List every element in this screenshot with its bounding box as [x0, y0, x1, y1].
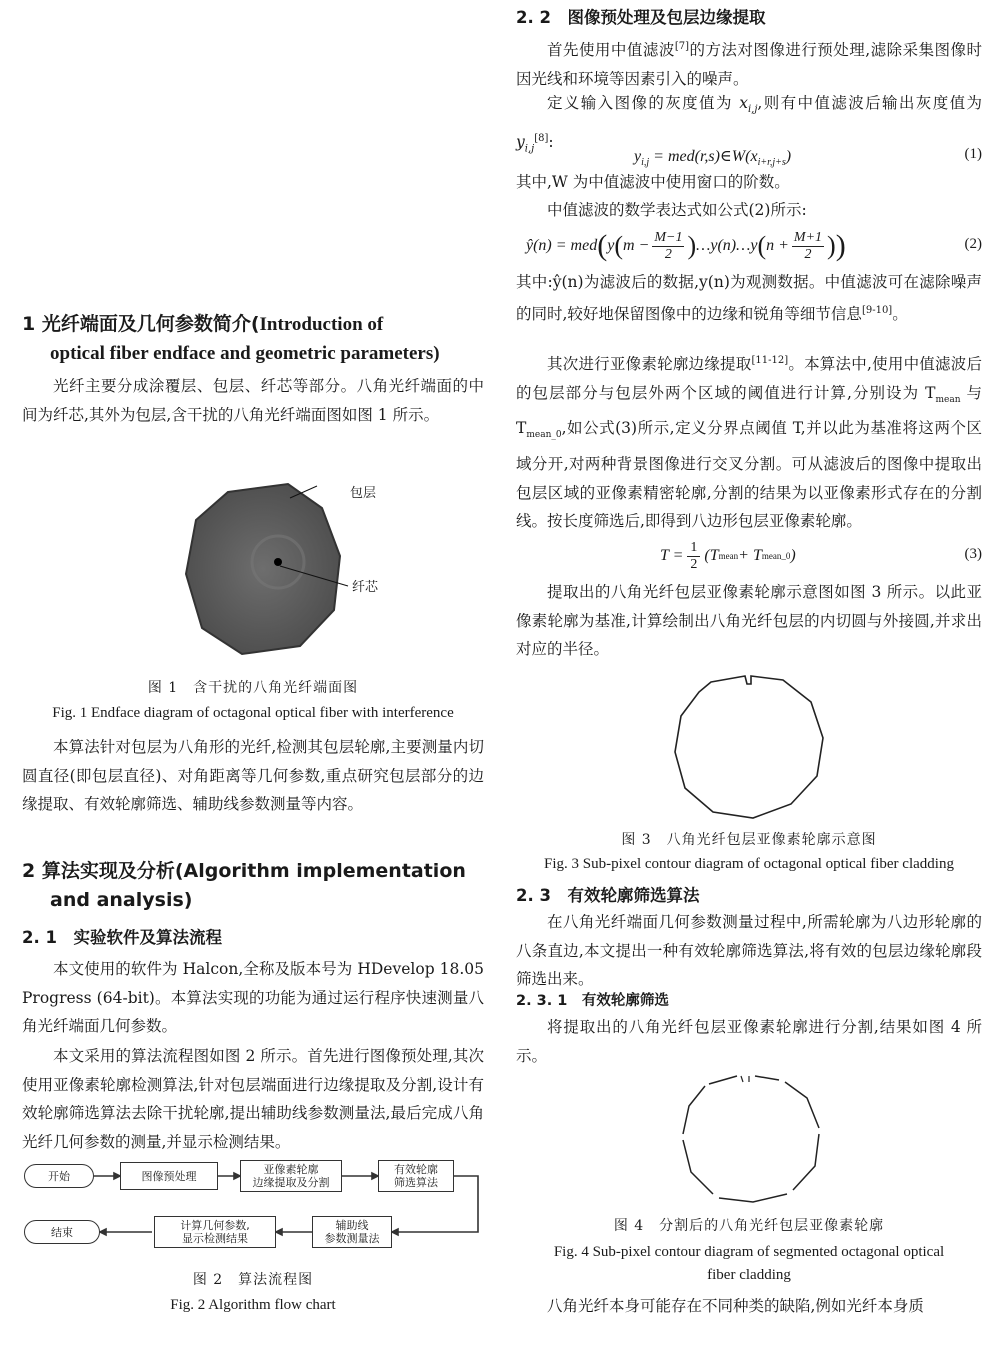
eq-sub: mean: [718, 551, 739, 561]
paragraph: [516, 268, 982, 328]
flow-step-filter: [378, 1160, 454, 1192]
eq-sub: i,j: [641, 157, 650, 169]
eq-sub: i+r,j+s: [757, 157, 786, 169]
eq-text: + T: [738, 547, 762, 564]
eq-text: ): [790, 547, 796, 564]
flow-step-auxline: [312, 1216, 392, 1248]
equation-2-body: [526, 226, 846, 266]
section-2-2-title: 2. 2 图像预处理及包层边缘提取: [516, 8, 766, 27]
eq-text: T =: [660, 547, 684, 564]
flow-step-subpixel-line2: 边缘提取及分割: [252, 1176, 330, 1189]
figure-4-caption-en-line1: Fig. 4 Sub-pixel contour diagram of segmented octagonal optical: [553, 1244, 945, 1260]
frac-den: 2: [804, 246, 812, 262]
equation-3: [516, 538, 982, 574]
paren: ): [827, 231, 836, 260]
flow-step-subpixel-line1: 亚像素轮廓: [263, 1163, 319, 1176]
section-2-title-line2: and analysis): [50, 889, 193, 911]
eq-text: ): [785, 148, 792, 165]
paragraph: [516, 347, 982, 536]
math-var: x: [739, 94, 748, 112]
math-sub: i,j: [747, 104, 758, 116]
eq-text: ŷ(n) = med: [526, 237, 598, 254]
citation: [9-10]: [861, 304, 893, 316]
frac-num: M+1: [793, 229, 823, 245]
figure-4-contour: [679, 1070, 829, 1206]
eq-text: n +: [766, 237, 789, 254]
paragraph: 本文使用的软件为 Halcon,全称及版本号为 HDevelop 18.05 Progress (64-bit)。本算法实现的功能为通过运行程序快速测量八角光纤端面几何参数。: [22, 960, 484, 1036]
text: 。本算法中,使用中值滤波后的包层部分与包层外两个区域的阈值进行计算,分别设为 T: [516, 355, 982, 402]
flow-step-filter-line2: 筛选算法: [394, 1176, 438, 1189]
text: 其中:ŷ(n)为滤波后的数据,y(n)为观测数据。中值滤波可在滤除噪声的同时,较好地保留图像中的边缘和锐角等细节信息: [516, 273, 982, 323]
label-core: 纤芯: [352, 580, 379, 595]
equation-2-number: (2): [964, 236, 982, 252]
section-1-title-zh: 1 光纤端面及几何参数简介(: [22, 313, 260, 335]
math-sub: mean: [935, 394, 961, 405]
citation: [8]: [534, 132, 549, 144]
citation: [11-12]: [751, 355, 789, 366]
fraction: [687, 540, 700, 573]
text: 定义输入图像的灰度值为: [547, 94, 740, 112]
section-2-3-title: 2. 3 有效轮廓筛选算法: [516, 886, 700, 905]
paragraph: [516, 33, 982, 93]
fraction: [652, 230, 684, 263]
paren: ): [835, 229, 846, 262]
figure-3-contour: [671, 672, 831, 822]
math-sub: i,j: [524, 142, 535, 154]
frac-num: M−1: [654, 229, 683, 245]
paren: (: [597, 229, 608, 262]
paren: ): [687, 231, 697, 260]
flow-step-compute: [154, 1216, 276, 1248]
section-1-title-line2: optical fiber endface and geometric parameters): [50, 343, 440, 364]
flow-end: 结束: [24, 1220, 100, 1244]
text: ,则有中值滤波后输出灰度值为: [757, 94, 982, 112]
frac-den: 2: [690, 556, 698, 572]
text: 首先使用中值滤波: [547, 41, 675, 60]
section-1-title-en1: Introduction of: [259, 314, 384, 335]
section-1-title: [22, 310, 484, 339]
paren: (: [614, 231, 623, 260]
flow-step-compute-line1: 计算几何参数,: [180, 1219, 250, 1232]
flow-step-auxline-line2: 参数测量法: [324, 1232, 380, 1245]
citation: [7]: [674, 41, 689, 52]
figure-2-caption-zh: 图 2 算法流程图: [192, 1272, 314, 1288]
math-sub: mean_0: [526, 430, 562, 441]
frac-den: 2: [664, 246, 672, 262]
eq-text: (T: [704, 547, 719, 564]
figure-1-caption-en: Fig. 1 Endface diagram of octagonal optical fiber with interference: [52, 705, 454, 721]
paragraph: 本文采用的算法流程图如图 2 所示。首先进行图像预处理,其次使用亚像素轮廓检测算法,针对包层端面进行边缘提取及分割,设计有效轮廓筛选算法去除干扰轮廓,提出辅助线参数测量法,最后完成八角光纤几何参数的测量,并显示检测结果。: [22, 1047, 484, 1151]
label-cladding: 包层: [350, 486, 377, 501]
equation-2: [516, 226, 982, 266]
paragraph: 将提取出的八角光纤包层亚像素轮廓进行分割,结果如图 4 所示。: [516, 1018, 982, 1065]
figure-4-caption-zh: 图 4 分割后的八角光纤包层亚像素轮廓: [613, 1218, 885, 1234]
paragraph: 八角光纤本身可能存在不同种类的缺陷,例如光纤本身质: [547, 1297, 924, 1315]
paragraph: 提取出的八角光纤包层亚像素轮廓示意图如图 3 所示。以此亚像素轮廓为基准,计算绘制出八角光纤包层的内切圆与外接圆,并求出对应的半径。: [516, 583, 982, 659]
text: 其次进行亚像素轮廓边缘提取: [547, 355, 752, 374]
text: 。: [892, 304, 908, 323]
figure-3-caption-zh: 图 3 八角光纤包层亚像素轮廓示意图: [621, 832, 877, 848]
equation-3-number: (3): [964, 546, 982, 562]
paragraph: 本算法针对包层为八角形的光纤,检测其包层轮廓,主要测量内切圆直径(即包层直径)、对角距离等几何参数,重点研究包层部分的边缘提取、有效轮廓筛选、辅助线参数测量等内容。: [22, 738, 484, 814]
paragraph: 在八角光纤端面几何参数测量过程中,所需轮廓为八边形轮廓的八条直边,本文提出一种有效轮廓筛选算法,将有效的包层边缘轮廓段筛选出来。: [516, 913, 982, 989]
paragraph: 光纤主要分成涂覆层、包层、纤芯等部分。八角光纤端面的中间为纤芯,其外为包层,含干扰的八角光纤端面图如图 1 所示。: [22, 377, 484, 424]
text: :: [548, 132, 554, 151]
text: 与 T: [516, 383, 982, 438]
flow-step-auxline-line1: 辅助线: [335, 1219, 369, 1232]
math-var: y: [516, 132, 525, 151]
fraction: [792, 230, 824, 263]
eq-text: y: [607, 237, 615, 254]
equation-1-body: [634, 146, 791, 168]
figure-2-caption-en: Fig. 2 Algorithm flow chart: [170, 1297, 336, 1313]
flow-step-preprocess: 图像预处理: [120, 1162, 218, 1190]
figure-1-caption-zh: 图 1 含干扰的八角光纤端面图: [147, 680, 359, 696]
text: ,如公式(3)所示,定义分界点阈值 T,并以此为基准将这两个区域分开,对两种背景图像进行交叉分割。可从滤波后的图像中提取出包层区域的亚像素精密轮廓,分割的结果为以亚像素形式存在的分割线。按长度筛选后,即得到八边形包层亚像素轮廓。: [516, 419, 982, 531]
figure-2-flowchart: [22, 1158, 484, 1258]
flow-step-subpixel: [240, 1160, 342, 1192]
figure-4-caption-en-line2: fiber cladding: [707, 1267, 791, 1283]
figure-1: [162, 478, 402, 668]
fiber-endface-image: [162, 478, 402, 668]
eq-text: = med(r,s)∈W(x: [649, 148, 758, 165]
section-2-3-1-title: 2. 3. 1 有效轮廓筛选: [516, 993, 669, 1009]
equation-3-body: [660, 538, 796, 574]
flow-step-compute-line2: 显示检测结果: [182, 1232, 248, 1245]
frac-num: 1: [687, 540, 700, 557]
paren: (: [757, 231, 767, 260]
section-2-1-title: 2. 1 实验软件及算法流程: [22, 928, 222, 947]
equation-1: [516, 146, 982, 170]
figure-3-caption-en: Fig. 3 Sub-pixel contour diagram of octagonal optical fiber cladding: [544, 856, 954, 872]
text: 的方法对图像进行预处理,滤除采集图像时因光线和环境等因素引入的噪声。: [516, 41, 982, 88]
eq-text: …y(n)…y: [696, 237, 758, 254]
eq-text: m −: [623, 237, 650, 254]
eq-text: y: [634, 148, 642, 165]
paragraph: 其中,W 为中值滤波中使用窗口的阶数。: [516, 173, 790, 191]
flow-step-filter-line1: 有效轮廓: [394, 1163, 438, 1176]
flow-start: 开始: [24, 1164, 94, 1188]
paragraph: 中值滤波的数学表达式如公式(2)所示:: [547, 201, 807, 219]
section-2-title: 2 算法实现及分析(Algorithm implementation: [22, 860, 466, 882]
eq-sub: mean_0: [761, 551, 791, 561]
equation-1-number: (1): [964, 146, 982, 162]
